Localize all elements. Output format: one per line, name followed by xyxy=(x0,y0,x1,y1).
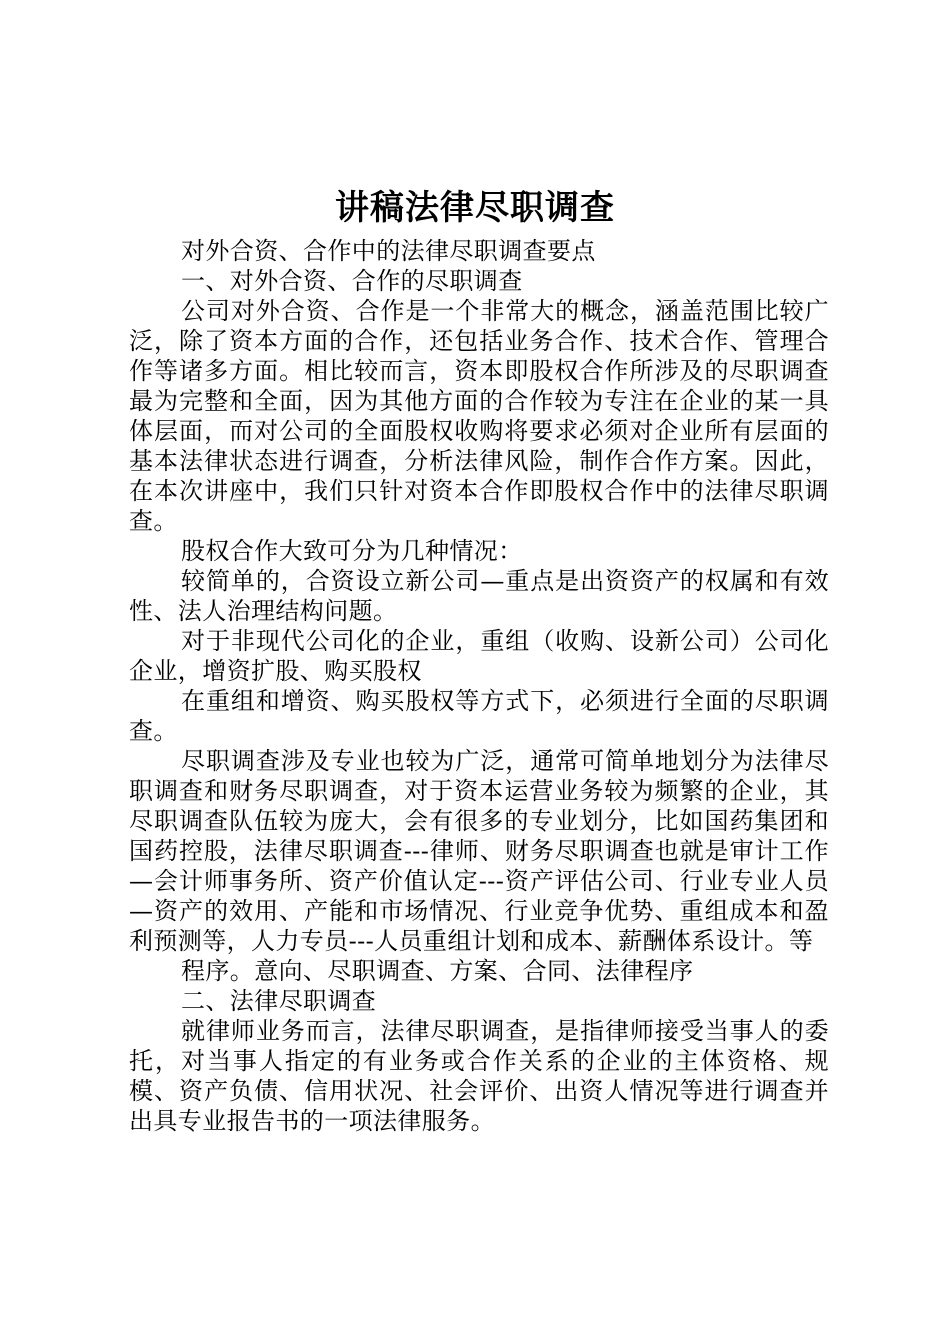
paragraph: 就律师业务而言，法律尽职调查，是指律师接受当事人的委托，对当事人指定的有业务或合作关系的企业的主体资格、规模、资产负债、信用状况、社会评价、出资人情况等进行调查并出具专业报告书的一项法律服务。 xyxy=(129,1017,829,1135)
paragraph: 尽职调查涉及专业也较为广泛，通常可简单地划分为法律尽职调查和财务尽职调查，对于资本运营业务较为频繁的企业，其尽职调查队伍较为庞大，会有很多的专业划分，比如国药集团和国药控股，法律尽职调查---律师、财务尽职调查也就是审计工作—会计师事务所、资产价值认定---资产评估公司、行业专业人员—资产的效用、产能和市场情况、行业竞争优势、重组成本和盈利预测等，人力专员---人员重组计划和成本、薪酬体系设计。等 xyxy=(129,747,829,955)
paragraph-section-2-heading: 二、法律尽职调查 xyxy=(181,987,377,1015)
document-title: 讲稿法律尽职调查 xyxy=(335,188,615,228)
document-body xyxy=(129,236,829,1136)
paragraph: 对于非现代公司化的企业，重组（收购、设新公司）公司化企业，增资扩股、购买股权 xyxy=(129,627,829,685)
paragraph: 程序。意向、尽职调查、方案、合同、法律程序 xyxy=(181,957,694,985)
paragraph-subtitle: 对外合资、合作中的法律尽职调查要点 xyxy=(181,237,596,265)
paragraph: 公司对外合资、合作是一个非常大的概念，涵盖范围比较广泛，除了资本方面的合作，还包括业务合作、技术合作、管理合作等诸多方面。相比较而言，资本即股权合作所涉及的尽职调查最为完整和全面，因为其他方面的合作较为专注在企业的某一具体层面，而对公司的全面股权收购将要求必须对企业所有层面的基本法律状态进行调查，分析法律风险，制作合作方案。因此，在本次讲座中，我们只针对资本合作即股权合作中的法律尽职调查。 xyxy=(129,297,829,535)
paragraph-section-1-heading: 一、对外合资、合作的尽职调查 xyxy=(181,267,523,295)
paragraph: 在重组和增资、购买股权等方式下，必须进行全面的尽职调查。 xyxy=(129,687,829,745)
paragraph: 较简单的，合资设立新公司—重点是出资资产的权属和有效性、法人治理结构问题。 xyxy=(129,567,829,625)
paragraph: 股权合作大致可分为几种情况： xyxy=(181,537,523,565)
